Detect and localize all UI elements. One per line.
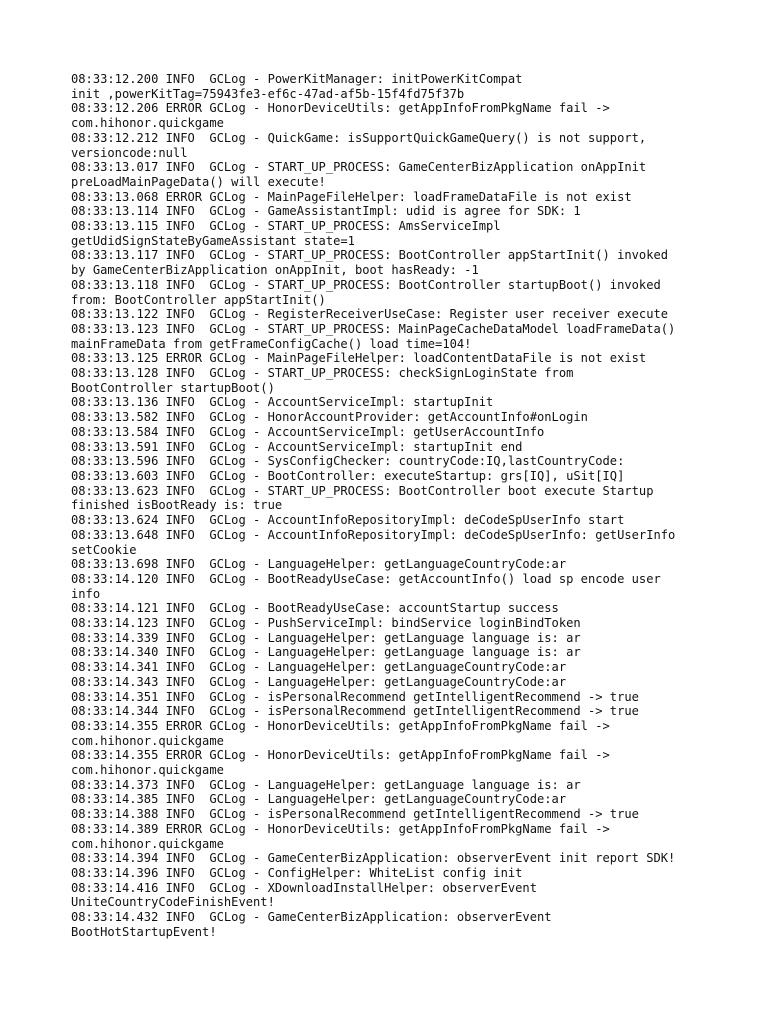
log-line: com.hihonor.quickgame xyxy=(71,763,224,778)
log-line: 08:33:14.344 INFO GCLog - isPersonalRecommend getIntelligentRecommend -> true xyxy=(71,704,639,719)
log-line: 08:33:13.122 INFO GCLog - RegisterReceiverUseCase: Register user receiver execute xyxy=(71,307,669,322)
log-line: 08:33:13.584 INFO GCLog - AccountServiceImpl: getUserAccountInfo xyxy=(71,424,545,439)
log-line: 08:33:13.624 INFO GCLog - AccountInfoRepositoryImpl: deCodeSpUserInfo start xyxy=(71,513,625,528)
log-line: from: BootController appStartInit() xyxy=(71,292,326,307)
log-line: BootController startupBoot() xyxy=(71,380,275,395)
log-line: versioncode:null xyxy=(71,145,188,160)
log-line: 08:33:13.068 ERROR GCLog - MainPageFileHelper: loadFrameDataFile is not exist xyxy=(71,189,632,204)
log-line: 08:33:14.389 ERROR GCLog - HonorDeviceUtils: getAppInfoFromPkgName fail -> xyxy=(71,821,610,836)
log-line: 08:33:13.128 INFO GCLog - START_UP_PROCESS: checkSignLoginState from xyxy=(71,366,574,381)
log-line: finished isBootReady is: true xyxy=(71,498,283,513)
log-line: 08:33:13.114 INFO GCLog - GameAssistantImpl: udid is agree for SDK: 1 xyxy=(71,204,581,219)
log-line: 08:33:14.341 INFO GCLog - LanguageHelper: getLanguageCountryCode:ar xyxy=(71,660,567,675)
log-line: 08:33:13.115 INFO GCLog - START_UP_PROCESS: AmsServiceImpl xyxy=(71,219,501,234)
log-line: 08:33:14.123 INFO GCLog - PushServiceImpl: bindService loginBindToken xyxy=(71,616,581,631)
log-line: mainFrameData from getFrameConfigCache() load time=104! xyxy=(71,336,472,351)
log-line: init ,powerKitTag=75943fe3-ef6c-47ad-af5b-15f4fd75f37b xyxy=(71,86,465,101)
log-view xyxy=(71,72,711,939)
log-line: setCookie xyxy=(71,542,137,557)
log-line: 08:33:14.351 INFO GCLog - isPersonalRecommend getIntelligentRecommend -> true xyxy=(71,689,639,704)
log-line: 08:33:12.200 INFO GCLog - PowerKitManager: initPowerKitCompat xyxy=(71,72,523,86)
log-line: 08:33:13.591 INFO GCLog - AccountServiceImpl: startupInit end xyxy=(71,439,523,454)
log-line: 08:33:14.394 INFO GCLog - GameCenterBizApplication: observerEvent init report SDK! xyxy=(71,851,676,866)
log-line: preLoadMainPageData() will execute! xyxy=(71,174,326,189)
log-line: 08:33:14.385 INFO GCLog - LanguageHelper: getLanguageCountryCode:ar xyxy=(71,792,567,807)
log-line: 08:33:13.603 INFO GCLog - BootController: executeStartup: grs[IQ], uSit[IQ] xyxy=(71,468,625,483)
log-line: 08:33:13.698 INFO GCLog - LanguageHelper: getLanguageCountryCode:ar xyxy=(71,557,567,572)
log-line: 08:33:13.136 INFO GCLog - AccountServiceImpl: startupInit xyxy=(71,395,494,410)
log-line: com.hihonor.quickgame xyxy=(71,733,224,748)
log-line: 08:33:14.343 INFO GCLog - LanguageHelper: getLanguageCountryCode:ar xyxy=(71,674,567,689)
log-line: 08:33:13.117 INFO GCLog - START_UP_PROCESS: BootController appStartInit() invoked xyxy=(71,248,669,263)
log-line: 08:33:14.396 INFO GCLog - ConfigHelper: WhiteList config init xyxy=(71,865,523,880)
log-line: com.hihonor.quickgame xyxy=(71,836,224,851)
log-line: 08:33:14.120 INFO GCLog - BootReadyUseCase: getAccountInfo() load sp encode user xyxy=(71,571,661,586)
log-line: 08:33:14.121 INFO GCLog - BootReadyUseCase: accountStartup success xyxy=(71,601,559,616)
log-line: 08:33:14.432 INFO GCLog - GameCenterBizApplication: observerEvent xyxy=(71,910,552,925)
log-line: UniteCountryCodeFinishEvent! xyxy=(71,895,275,910)
log-line: 08:33:13.648 INFO GCLog - AccountInfoRepositoryImpl: deCodeSpUserInfo: getUserInfo xyxy=(71,527,676,542)
log-line: 08:33:13.596 INFO GCLog - SysConfigChecker: countryCode:IQ,lastCountryCode: xyxy=(71,454,625,469)
log-line: 08:33:13.125 ERROR GCLog - MainPageFileHelper: loadContentDataFile is not exist xyxy=(71,351,647,366)
log-line: 08:33:14.340 INFO GCLog - LanguageHelper: getLanguage language is: ar xyxy=(71,645,581,660)
log-line: by GameCenterBizApplication onAppInit, boot hasReady: -1 xyxy=(71,263,479,278)
log-line: 08:33:13.623 INFO GCLog - START_UP_PROCESS: BootController boot execute Startup xyxy=(71,483,654,498)
log-line: 08:33:12.212 INFO GCLog - QuickGame: isSupportQuickGameQuery() is not support, xyxy=(71,130,647,145)
log-line: 08:33:14.355 ERROR GCLog - HonorDeviceUtils: getAppInfoFromPkgName fail -> xyxy=(71,718,610,733)
log-line: BootHotStartupEvent! xyxy=(71,924,217,939)
log-line: com.hihonor.quickgame xyxy=(71,116,224,131)
log-line: 08:33:14.355 ERROR GCLog - HonorDeviceUtils: getAppInfoFromPkgName fail -> xyxy=(71,748,610,763)
log-line: 08:33:13.582 INFO GCLog - HonorAccountProvider: getAccountInfo#onLogin xyxy=(71,410,588,425)
log-line: getUdidSignStateByGameAssistant state=1 xyxy=(71,233,355,248)
log-line: 08:33:14.416 INFO GCLog - XDownloadInstallHelper: observerEvent xyxy=(71,880,537,895)
log-line: 08:33:13.123 INFO GCLog - START_UP_PROCESS: MainPageCacheDataModel loadFrameData() xyxy=(71,321,676,336)
log-line: 08:33:12.206 ERROR GCLog - HonorDeviceUtils: getAppInfoFromPkgName fail -> xyxy=(71,101,610,116)
log-line: 08:33:14.339 INFO GCLog - LanguageHelper: getLanguage language is: ar xyxy=(71,630,581,645)
log-line: info xyxy=(71,586,101,601)
log-line: 08:33:14.388 INFO GCLog - isPersonalRecommend getIntelligentRecommend -> true xyxy=(71,807,639,822)
log-line: 08:33:14.373 INFO GCLog - LanguageHelper: getLanguage language is: ar xyxy=(71,777,581,792)
log-line: 08:33:13.017 INFO GCLog - START_UP_PROCESS: GameCenterBizApplication onAppInit xyxy=(71,160,647,175)
log-line: 08:33:13.118 INFO GCLog - START_UP_PROCESS: BootController startupBoot() invoked xyxy=(71,277,661,292)
